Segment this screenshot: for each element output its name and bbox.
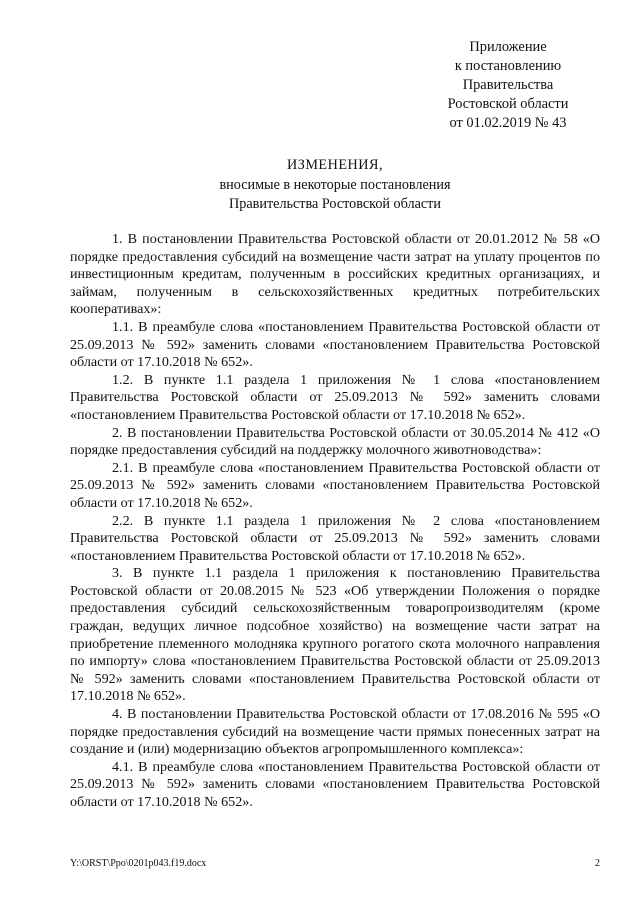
paragraph: 2. В постановлении Правительства Ростовской области от 30.05.2014 № 412 «О порядке предоставления субсидий на поддержку молочного животноводства»: xyxy=(70,424,600,459)
page-footer xyxy=(70,858,600,869)
paragraph: 4.1. В преамбуле слова «постановлением Правительства Ростовской области от 25.09.2013 № 592» заменить словами «постановлением Правительства Ростовской области от 17.10.2018 № 652». xyxy=(70,758,600,810)
page-number: 2 xyxy=(595,858,600,869)
paragraph: 1.2. В пункте 1.1 раздела 1 приложения № 1 слова «постановлением Правительства Ростовской области от 25.09.2013 № 592» заменить словами «постановлением Правительства Ростовской области от 17.10.2018 № 652». xyxy=(70,371,600,423)
paragraph: 1. В постановлении Правительства Ростовской области от 20.01.2012 № 58 «О порядке предоставления субсидий на возмещение части затрат на уплату процентов по инвестиционным кредитам, полученным в российских кредитных организациях, и займам, полученным в сельскохозяйственных кредитных потребительских кооперативах»: xyxy=(70,231,600,318)
paragraph: 2.2. В пункте 1.1 раздела 1 приложения № 2 слова «постановлением Правительства Ростовской области от 25.09.2013 № 592» заменить словами «постановлением Правительства Ростовской области от 17.10.2018 № 652». xyxy=(70,512,600,564)
file-path: Y:\ORST\Ppo\0201p043.f19.docx xyxy=(70,858,207,869)
paragraph: 4. В постановлении Правительства Ростовской области от 17.08.2016 № 595 «О порядке предоставления субсидий на возмещение части прямых понесенных затрат на создание и (или) модернизацию объектов агропромышленного комплекса»: xyxy=(70,706,600,758)
paragraph: 3. В пункте 1.1 раздела 1 приложения к постановлению Правительства Ростовской области от 20.08.2015 № 523 «Об утверждении Положения о порядке предоставления субсидий сельскохозяйственным товаропроизводителям (кроме граждан, ведущих личное подсобное хозяйство) на возмещение части затрат на приобретение племенного молодняка крупного рогатого скота молочного направления по импорту» слова «постановлением Правительства Ростовской области от 25.09.2013 № 592» заменить словами «постановлением Правительства Ростовской области от 17.10.2018 № 652». xyxy=(70,565,600,705)
appendix-line: Правительства xyxy=(462,77,554,93)
paragraph: 1.1. В преамбуле слова «постановлением Правительства Ростовской области от 25.09.2013 № 592» заменить словами «постановлением Правительства Ростовской области от 17.10.2018 № 652». xyxy=(70,318,600,371)
document-body xyxy=(70,231,600,812)
document-heading: ИЗМЕНЕНИЯ, xyxy=(286,157,384,173)
appendix-block xyxy=(418,38,598,133)
paragraph: 2.1. В преамбуле слова «постановлением Правительства Ростовской области от 25.09.2013 № 592» заменить словами «постановлением Правительства Ростовской области от 17.10.2018 № 652». xyxy=(70,459,600,511)
document-subtitle: вносимые в некоторые постановления xyxy=(219,177,451,193)
appendix-line: Ростовской области xyxy=(447,96,569,112)
appendix-line: к постановлению xyxy=(454,58,562,74)
appendix-line: Приложение xyxy=(469,39,547,55)
document-subtitle: Правительства Ростовской области xyxy=(229,196,441,212)
appendix-line: от 01.02.2019 № 43 xyxy=(449,115,567,131)
